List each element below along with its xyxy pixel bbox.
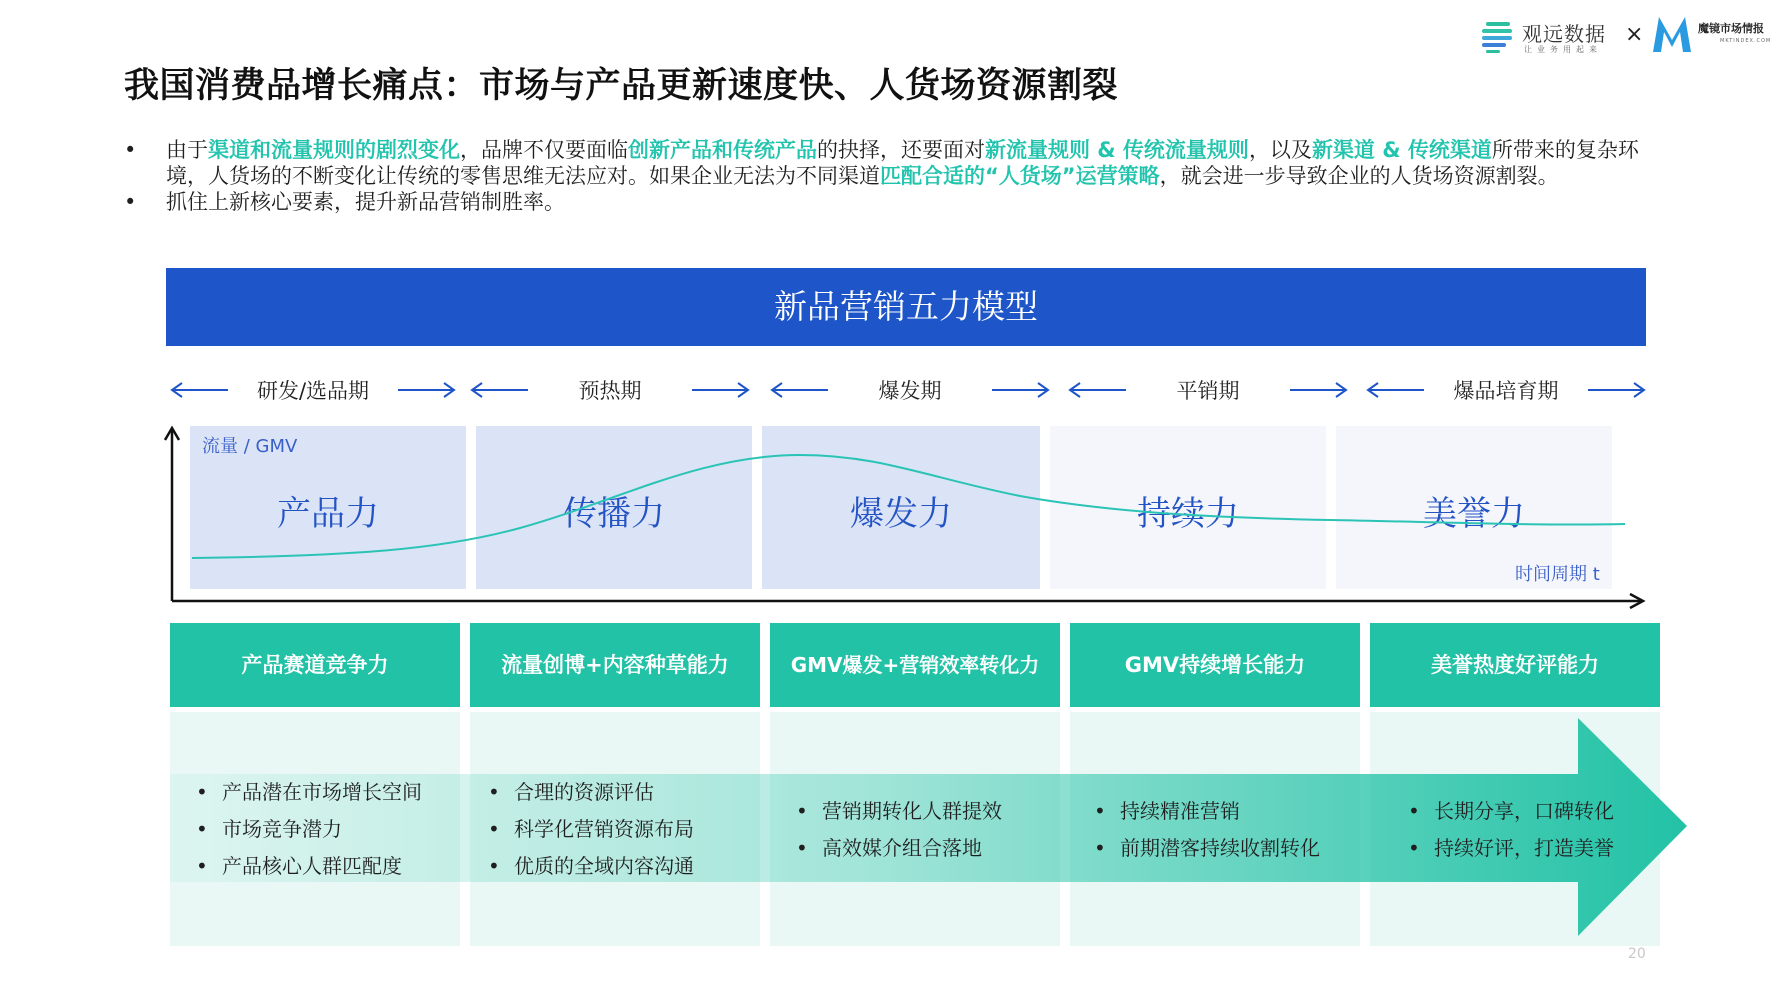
- list-item: [1094, 830, 1320, 867]
- item-text: 合理的资源评估: [514, 780, 654, 804]
- item-dot: •: [488, 817, 500, 841]
- model-banner: 新品营销五力模型: [166, 268, 1646, 346]
- phase-label: 平销期: [1176, 379, 1240, 403]
- items-col-5: [1408, 793, 1614, 867]
- item-dot: •: [1408, 836, 1420, 860]
- item-text: 产品潜在市场增长空间: [222, 780, 422, 804]
- item-dot: •: [196, 817, 208, 841]
- mojing-name: 魔镜市场情报: [1698, 22, 1764, 35]
- item-text: 长期分享，口碑转化: [1434, 799, 1614, 823]
- list-item: [488, 848, 694, 885]
- item-dot: •: [1094, 836, 1106, 860]
- bullet-text: 所带来的复杂环境，人货场的不断变化让传统的零售思维无法应对。如果企业无法为不同渠道: [166, 138, 1639, 188]
- list-item: [1408, 830, 1614, 867]
- capability-header-1: 产品赛道竞争力: [170, 623, 460, 707]
- item-dot: •: [1094, 799, 1106, 823]
- list-item: [488, 811, 694, 848]
- bullet-highlight: 匹配合适的“人货场”运营策略: [880, 164, 1160, 188]
- capability-header-5: 美誉热度好评能力: [1370, 623, 1660, 707]
- item-text: 科学化营销资源布局: [514, 817, 694, 841]
- y-axis-label: 流量 / GMV: [202, 436, 298, 457]
- list-item: [196, 774, 422, 811]
- force-label: 美誉力: [1423, 494, 1525, 534]
- bullet-dot: •: [124, 138, 137, 162]
- item-dot: •: [796, 836, 808, 860]
- phase-label: 研发/选品期: [256, 379, 370, 403]
- mojing-sub: MKTINDEX.COM: [1720, 38, 1772, 44]
- list-item: [796, 830, 1002, 867]
- item-dot: •: [196, 854, 208, 878]
- bullet-highlight: 渠道和流量规则的剧烈变化: [208, 138, 460, 162]
- item-dot: •: [488, 854, 500, 878]
- items-col-2: [488, 774, 694, 885]
- bullet-dot: •: [124, 190, 137, 214]
- x-axis-label: 时间周期 t: [1515, 564, 1600, 585]
- force-label: 持续力: [1137, 494, 1239, 534]
- page-number: 20: [1628, 946, 1646, 962]
- page-title: 我国消费品增长痛点：市场与产品更新速度快、人货场资源割裂: [124, 66, 1119, 106]
- item-dot: •: [796, 799, 808, 823]
- brand-separator: ×: [1625, 22, 1644, 47]
- capability-header-4: GMV持续增长能力: [1070, 623, 1360, 707]
- item-text: 优质的全域内容沟通: [514, 854, 694, 878]
- phase-label: 爆发期: [878, 379, 942, 403]
- item-text: 市场竞争潜力: [222, 817, 342, 841]
- force-label: 传播力: [563, 494, 665, 534]
- bullet-text: ，品牌不仅要面临: [460, 138, 628, 162]
- bullet-highlight: 新渠道 & 传统渠道: [1311, 138, 1492, 162]
- list-item: [488, 774, 694, 811]
- item-dot: •: [488, 780, 500, 804]
- guanyuan-name: 观远数据: [1522, 22, 1606, 46]
- item-text: 产品核心人群匹配度: [222, 854, 402, 878]
- item-dot: •: [1408, 799, 1420, 823]
- guanyuan-tagline: 让业务用起来: [1524, 45, 1602, 54]
- force-label: 产品力: [277, 494, 379, 534]
- item-text: 持续精准营销: [1120, 799, 1240, 823]
- item-text: 高效媒介组合落地: [822, 836, 982, 860]
- force-label: 爆发力: [850, 494, 952, 534]
- phase-label: 爆品培育期: [1453, 379, 1559, 403]
- bullet-text: ，就会进一步导致企业的人货场资源割裂。: [1159, 164, 1559, 188]
- item-text: 持续好评，打造美誉: [1434, 836, 1614, 860]
- list-item: [1094, 793, 1320, 830]
- bullet-text: ，以及: [1248, 138, 1312, 162]
- item-text: 前期潜客持续收割转化: [1120, 836, 1320, 860]
- bullet-text: 抓住上新核心要素，提升新品营销制胜率。: [166, 190, 565, 214]
- list-item: [196, 848, 422, 885]
- items-col-4: [1094, 793, 1320, 867]
- bullet-highlight: 创新产品和传统产品: [628, 138, 817, 162]
- bullet-text: 由于: [166, 138, 208, 162]
- bullet-text: 的抉择，还要面对: [817, 138, 985, 162]
- list-item: [1408, 793, 1614, 830]
- phase-label: 预热期: [578, 379, 642, 403]
- items-col-1: [196, 774, 422, 885]
- capability-header-3: GMV爆发+营销效率转化力: [770, 623, 1060, 707]
- bullet-highlight: 新流量规则 & 传统流量规则: [985, 138, 1249, 162]
- items-col-3: [796, 793, 1002, 867]
- list-item: [196, 811, 422, 848]
- capability-header-2: 流量创博+内容种草能力: [470, 623, 760, 707]
- list-item: [796, 793, 1002, 830]
- item-dot: •: [196, 780, 208, 804]
- item-text: 营销期转化人群提效: [822, 799, 1002, 823]
